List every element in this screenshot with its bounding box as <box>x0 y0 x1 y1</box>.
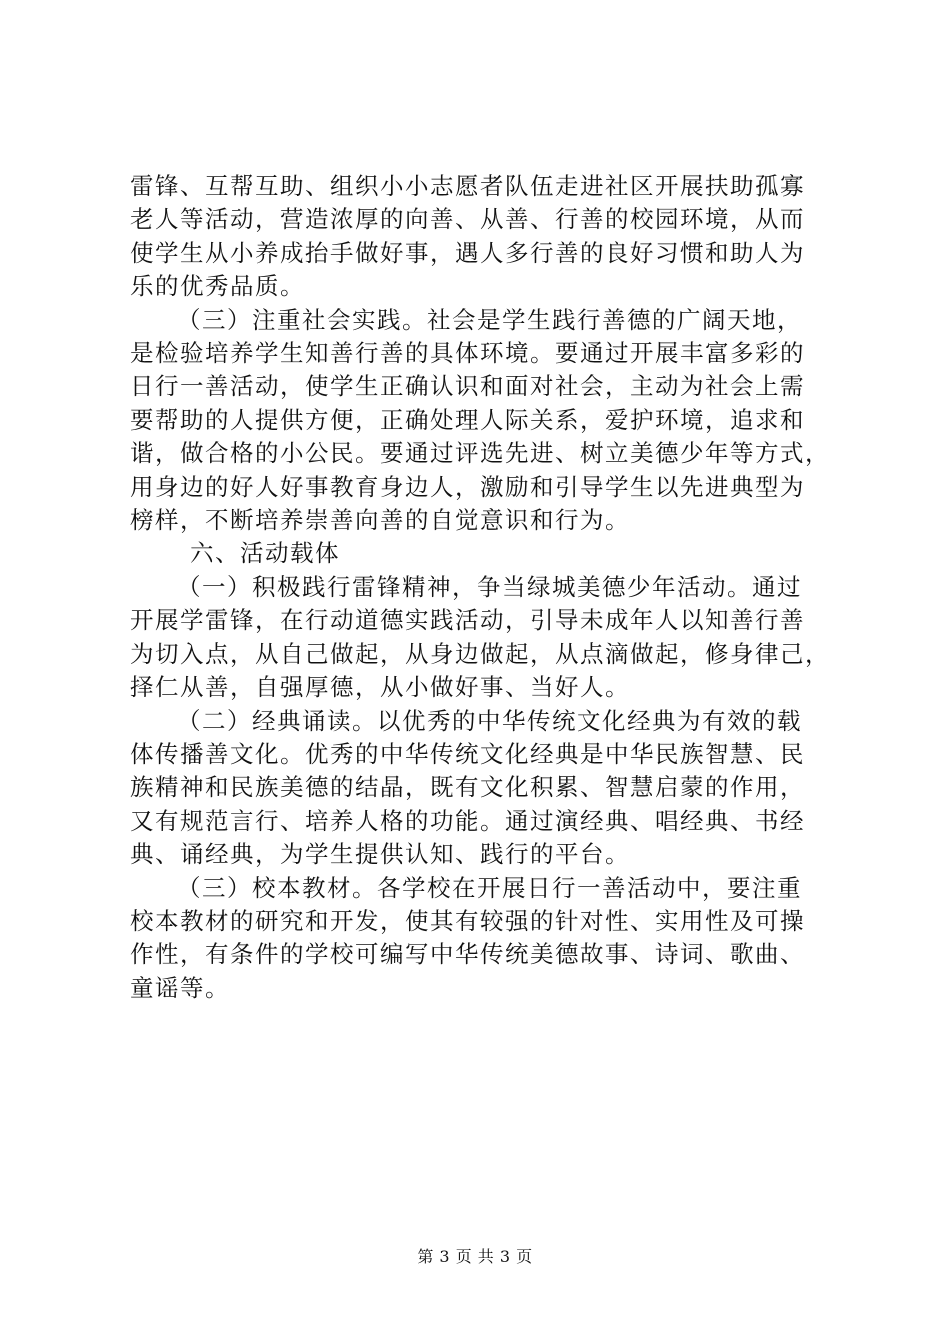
text-line: 要帮助的人提供方便，正确处理人际关系，爱护环境，追求和 <box>130 405 805 434</box>
text-line: 使学生从小养成抬手做好事，遇人多行善的良好习惯和助人为 <box>130 238 805 267</box>
section-heading: 六、活动载体 <box>190 539 340 568</box>
paragraph-start-line: （三）校本教材。各学校在开展日行一善活动中，要注重 <box>177 873 802 902</box>
paragraph-start-line: （二）经典诵读。以优秀的中华传统文化经典为有效的载 <box>177 706 802 735</box>
text-line: 又有规范言行、培养人格的功能。通过演经典、唱经典、书经 <box>130 806 805 835</box>
page-footer <box>0 1244 950 1267</box>
text-line: 开展学雷锋，在行动道德实践活动，引导未成年人以知善行善 <box>130 606 805 635</box>
text-line: 谐，做合格的小公民。要通过评选先进、树立美德少年等方式， <box>130 439 830 468</box>
text-line: 用身边的好人好事教育身边人，激励和引导学生以先进典型为 <box>130 472 805 501</box>
text-line: 校本教材的研究和开发，使其有较强的针对性、实用性及可操 <box>130 906 805 935</box>
text-line: 童谣等。 <box>130 973 230 1002</box>
text-line: 老人等活动，营造浓厚的向善、从善、行善的校园环境，从而 <box>130 205 805 234</box>
text-line: 乐的优秀品质。 <box>130 272 305 301</box>
paragraph-start-line: （一）积极践行雷锋精神，争当绿城美德少年活动。通过 <box>177 572 802 601</box>
paragraph-start-line: （三）注重社会实践。社会是学生践行善德的广阔天地， <box>177 305 802 334</box>
text-line: 为切入点，从自己做起，从身边做起，从点滴做起，修身律己， <box>130 639 830 668</box>
text-line: 雷锋、互帮互助、组织小小志愿者队伍走进社区开展扶助孤寡 <box>130 172 805 200</box>
document-body <box>130 170 830 1005</box>
text-line: 体传播善文化。优秀的中华传统文化经典是中华民族智慧、民 <box>130 739 805 768</box>
text-line: 典、诵经典，为学生提供认知、践行的平台。 <box>130 840 630 869</box>
text-line: 作性，有条件的学校可编写中华传统美德故事、诗词、歌曲、 <box>130 940 805 969</box>
text-line: 榜样，不断培养崇善向善的自觉意识和行为。 <box>130 506 630 535</box>
text-line: 择仁从善，自强厚德，从小做好事、当好人。 <box>130 673 630 702</box>
text-line: 日行一善活动，使学生正确认识和面对社会，主动为社会上需 <box>130 372 805 401</box>
page-number-label: 第 3 页 共 3 页 <box>417 1247 533 1266</box>
text-line: 族精神和民族美德的结晶，既有文化积累、智慧启蒙的作用， <box>130 773 805 802</box>
text-line: 是检验培养学生知善行善的具体环境。要通过开展丰富多彩的 <box>130 339 805 368</box>
